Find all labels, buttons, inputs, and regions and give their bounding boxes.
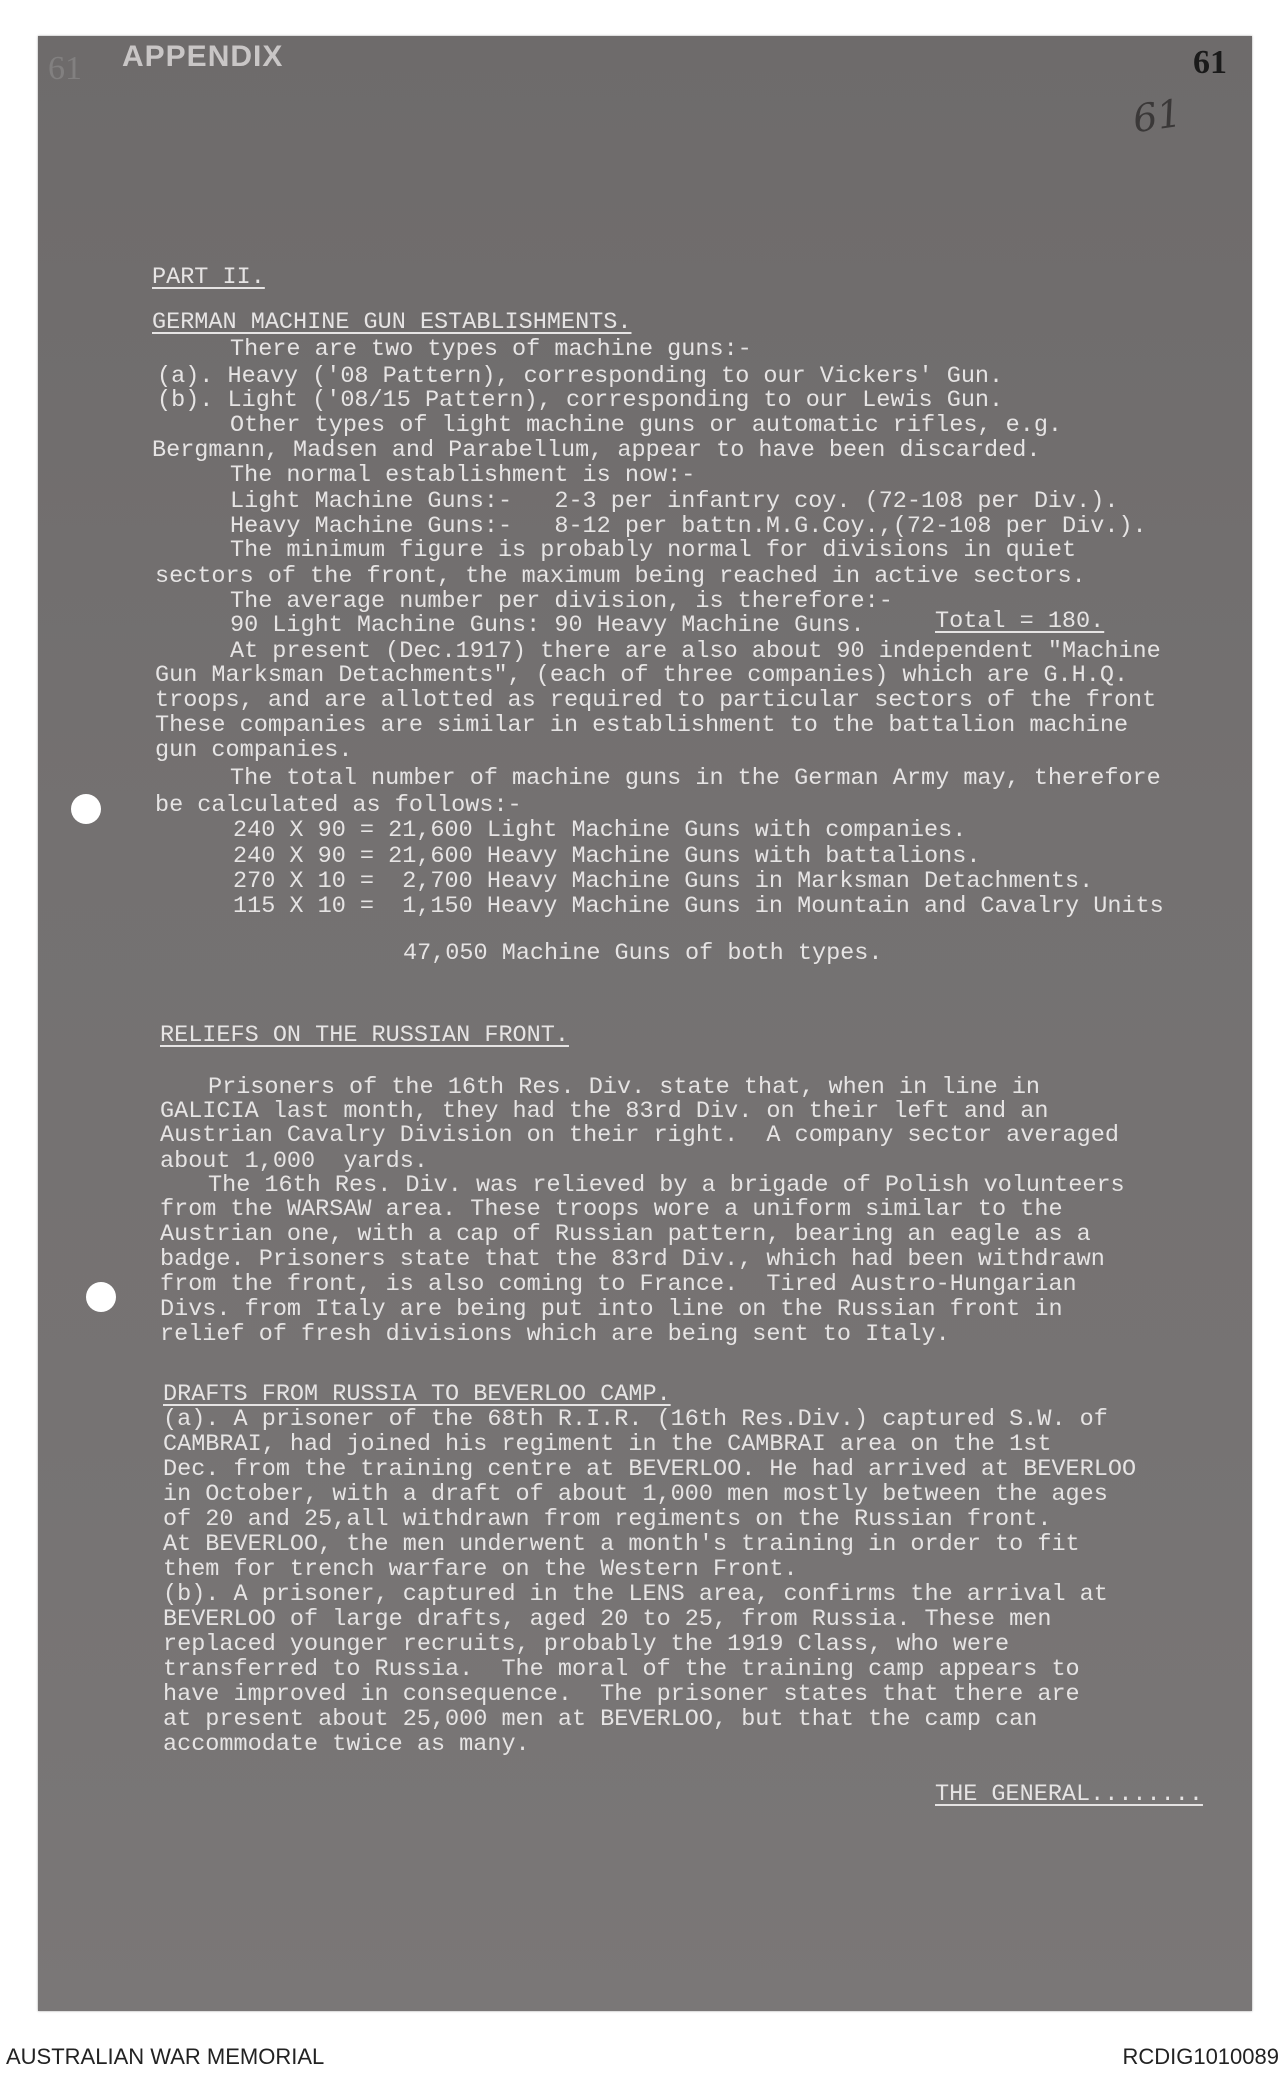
mg-line: Heavy Machine Guns:- 8-12 per battn.M.G.Coy.,(72-108 per Div.). (230, 513, 1147, 540)
mg-calc-line: 270 X 10 = 2,700 Heavy Machine Guns in Marksman Detachments. (233, 868, 1094, 895)
appendix-stamp: APPENDIX (122, 40, 284, 73)
mg-line: gun companies. (155, 737, 353, 764)
mg-line: The total number of machine guns in the German Army may, therefore (230, 765, 1161, 792)
mg-line: 90 Light Machine Guns: 90 Heavy Machine Guns. (230, 612, 865, 639)
mg-line: Other types of light machine guns or automatic rifles, e.g. (230, 412, 1063, 439)
footer-reference: RCDIG1010089 (1122, 2044, 1279, 2069)
mg-calc-line: 240 X 90 = 21,600 Heavy Machine Guns with battalions. (233, 843, 981, 870)
drafts-line: Dec. from the training centre at BEVERLOO. He had arrived at BEVERLOO (163, 1456, 1137, 1483)
reliefs-line: Divs. from Italy are being put into line on the Russian front in (160, 1296, 1063, 1323)
mg-line: Gun Marksman Detachments", (each of three companies) which are G.H.Q. (155, 662, 1129, 689)
drafts-line: CAMBRAI, had joined his regiment in the CAMBRAI area on the 1st (163, 1431, 1052, 1458)
drafts-line: accommodate twice as many. (163, 1731, 530, 1758)
mg-calc-line: 240 X 90 = 21,600 Light Machine Guns with companies. (233, 817, 967, 844)
mg-total: Total = 180. (935, 608, 1105, 635)
mg-line: The minimum figure is probably normal for divisions in quiet (230, 537, 1077, 564)
mg-grand-total: 47,050 Machine Guns of both types. (403, 940, 883, 967)
mg-line: sectors of the front, the maximum being reached in active sectors. (155, 563, 1086, 590)
header-left-number: 61 (48, 50, 82, 87)
drafts-line: have improved in consequence. The prisoner states that there are (163, 1681, 1080, 1708)
mg-line: (b). Light ('08/15 Pattern), corresponding to our Lewis Gun. (157, 387, 1004, 414)
drafts-line: of 20 and 25,all withdrawn from regiments on the Russian front. (163, 1506, 1052, 1533)
mg-line: be calculated as follows:- (155, 792, 522, 819)
mg-line: (a). Heavy ('08 Pattern), corresponding to our Vickers' Gun. (157, 363, 1004, 390)
page-number: 61 (1193, 44, 1227, 81)
footer-collection: AUSTRALIAN WAR MEMORIAL (6, 2044, 325, 2069)
mg-line: At present (Dec.1917) there are also about 90 independent "Machine (230, 638, 1161, 665)
mg-line: Bergmann, Madsen and Parabellum, appear to have been discarded. (152, 437, 1041, 464)
mg-line: Light Machine Guns:- 2-3 per infantry coy. (72-108 per Div.). (230, 488, 1119, 515)
mg-line: These companies are similar in establishment to the battalion machine (155, 712, 1129, 739)
reliefs-line: about 1,000 yards. (160, 1148, 428, 1175)
reliefs-line: from the front, is also coming to France. Tired Austro-Hungarian (160, 1271, 1077, 1298)
drafts-line: At BEVERLOO, the men underwent a month's training in order to fit (163, 1531, 1080, 1558)
drafts-line: in October, with a draft of about 1,000 men mostly between the ages (163, 1481, 1108, 1508)
drafts-line: transferred to Russia. The moral of the training camp appears to (163, 1656, 1080, 1683)
reliefs-line: The 16th Res. Div. was relieved by a brigade of Polish volunteers (208, 1172, 1125, 1199)
mg-heading: GERMAN MACHINE GUN ESTABLISHMENTS. (152, 309, 632, 336)
reliefs-line: Austrian Cavalry Division on their right. A company sector averaged (160, 1122, 1119, 1149)
drafts-heading: DRAFTS FROM RUSSIA TO BEVERLOO CAMP. (163, 1381, 671, 1408)
mg-line: troops, and are allotted as required to particular sectors of the front (155, 687, 1157, 714)
pencil-page-number: 61 (1130, 90, 1185, 142)
part-heading: PART II. (152, 264, 265, 291)
reliefs-heading: RELIEFS ON THE RUSSIAN FRONT. (160, 1022, 569, 1049)
reliefs-line: Prisoners of the 16th Res. Div. state that, when in line in (208, 1074, 1041, 1101)
drafts-line: at present about 25,000 men at BEVERLOO, but that the camp can (163, 1706, 1038, 1733)
drafts-line: BEVERLOO of large drafts, aged 20 to 25, from Russia. These men (163, 1606, 1052, 1633)
punch-hole-top (71, 794, 101, 824)
drafts-line: (b). A prisoner, captured in the LENS area, confirms the arrival at (163, 1581, 1108, 1608)
drafts-line: replaced younger recruits, probably the 1919 Class, who were (163, 1631, 1010, 1658)
mg-calc-line: 115 X 10 = 1,150 Heavy Machine Guns in Mountain and Cavalry Units (233, 893, 1164, 920)
mg-line: The normal establishment is now:- (230, 462, 696, 489)
drafts-line: them for trench warfare on the Western Front. (163, 1556, 798, 1583)
reliefs-line: GALICIA last month, they had the 83rd Div. on their left and an (160, 1098, 1049, 1125)
reliefs-line: Austrian one, with a cap of Russian pattern, bearing an eagle as a (160, 1221, 1091, 1248)
drafts-line: (a). A prisoner of the 68th R.I.R. (16th Res.Div.) captured S.W. of (163, 1406, 1108, 1433)
mg-line: The average number per division, is therefore:- (230, 588, 893, 615)
punch-hole-bottom (86, 1282, 116, 1312)
signoff: THE GENERAL........ (935, 1781, 1203, 1808)
reliefs-line: relief of fresh divisions which are being sent to Italy. (160, 1321, 950, 1348)
mg-line: There are two types of machine guns:- (230, 336, 752, 363)
reliefs-line: badge. Prisoners state that the 83rd Div., which had been withdrawn (160, 1246, 1105, 1273)
reliefs-line: from the WARSAW area. These troops wore a uniform similar to the (160, 1196, 1063, 1223)
